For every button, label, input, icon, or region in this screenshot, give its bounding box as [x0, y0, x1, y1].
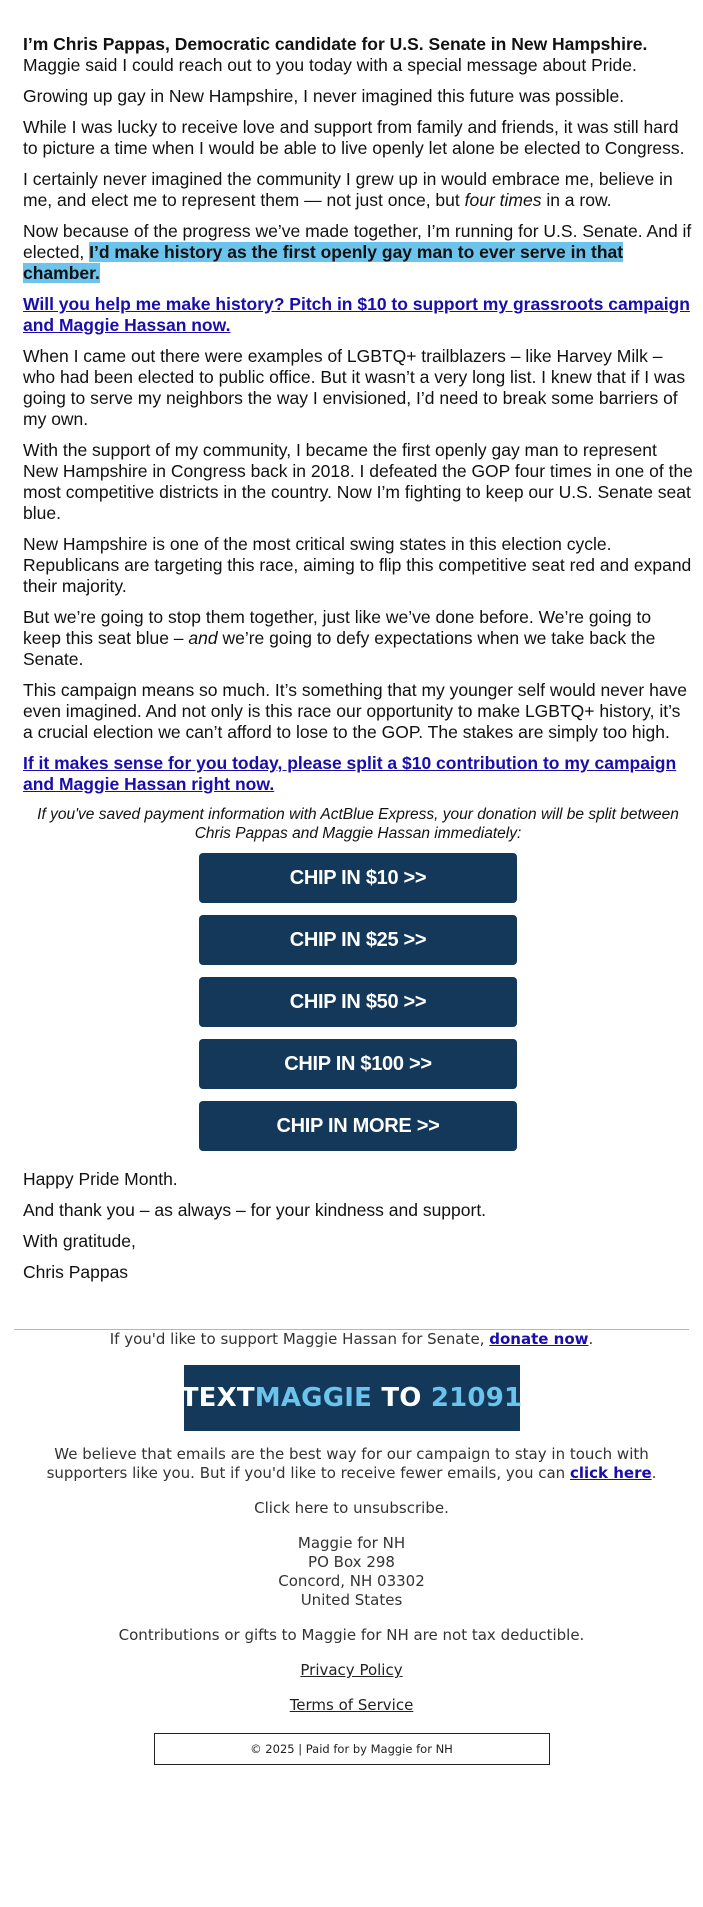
actblue-note: If you've saved payment information with ActBlue Express, your donation will be split between Chris Pappas and Maggie Hassan immediately: [37, 806, 679, 842]
chip-in-100-button[interactable]: CHIP IN $100 >> [199, 1039, 517, 1089]
signoff-name: Chris Pappas [23, 1262, 129, 1282]
donate-link-split-contribution[interactable]: If it makes sense for you today, please split a $10 contribution to my campaign and Maggie Hassan right now. [23, 753, 677, 794]
paragraph-swing-state: New Hampshire is one of the most critical swing states in this election cycle. Republicans are targeting this race, aiming to flip this competitive seat red and expand their majority. [23, 534, 692, 596]
chip-in-50-button[interactable]: CHIP IN $50 >> [199, 977, 517, 1027]
signoff [23, 1169, 693, 1283]
paragraph-lucky: While I was lucky to receive love and support from family and friends, it was still hard to picture a time when I would be able to live openly let alone be elected to Congress. [23, 117, 685, 158]
banner-name: MAGGIE [254, 1382, 373, 1413]
paragraph-campaign: This campaign means so much. It’s something that my younger self would never have even imagined. And not only is this race our opportunity to make LGBTQ+ history, it’s a crucial election we can’t afford to lose to the GOP. The stakes are simply too high. [23, 680, 688, 742]
paragraph-support: With the support of my community, I became the first openly gay man to represent New Hampshire in Congress back in 2018. I defeated the GOP four times in one of the most competitive districts in the country. Now I’m fighting to keep our U.S. Senate seat blue. [23, 440, 693, 523]
signoff-thanks: And thank you – as always – for your kindness and support. [23, 1200, 487, 1220]
unsubscribe-link[interactable]: Click here to unsubscribe. [254, 1499, 449, 1517]
address-line-1: Maggie for NH [297, 1534, 406, 1552]
privacy-policy-link[interactable]: Privacy Policy [300, 1661, 403, 1679]
text-maggie-banner[interactable] [180, 1365, 523, 1431]
community-text-a: I certainly never imagined the community I grew up in would embrace me, believe in me, and elect me to represent them — not just once, but [23, 169, 673, 210]
intro-paragraph [23, 34, 693, 76]
paragraph-came-out: When I came out there were examples of LGBTQ+ trailblazers – like Harvey Milk – who had been elected to public office. But it wasn’t a very long list. I knew that if I was going to serve my neighbors the way I envisioned, I’d need to break some barriers of my own. [23, 346, 686, 429]
intro-heading: I’m Chris Pappas, Democratic candidate for U.S. Senate in New Hampshire. [23, 34, 648, 54]
support-period: . [588, 1330, 594, 1348]
paragraph-progress [23, 221, 693, 284]
paragraph-growing-up: Growing up gay in New Hampshire, I never imagined this future was possible. [23, 86, 625, 106]
terms-of-service-link[interactable]: Terms of Service [289, 1696, 414, 1714]
signoff-gratitude: With gratitude, [23, 1231, 136, 1251]
fewer-emails-period: . [651, 1464, 657, 1482]
fewer-emails-link[interactable]: click here [569, 1464, 652, 1482]
fewer-emails-text: We believe that emails are the best way for our campaign to stay in touch with supporters like you. But if you'd like to receive fewer emails, you can [46, 1445, 649, 1482]
paragraph-community [23, 169, 693, 211]
address-line-2: PO Box 298 [308, 1553, 395, 1571]
tax-note: Contributions or gifts to Maggie for NH are not tax deductible. [118, 1626, 585, 1644]
chip-in-25-button[interactable]: CHIP IN $25 >> [199, 915, 517, 965]
donation-buttons [23, 853, 693, 1163]
chip-in-10-button[interactable]: CHIP IN $10 >> [199, 853, 517, 903]
chip-in-more-button[interactable]: CHIP IN MORE >> [199, 1101, 517, 1151]
support-maggie-line [12, 1330, 691, 1349]
copyright-box: © 2025 | Paid for by Maggie for NH [154, 1733, 550, 1765]
progress-text: Now because of the progress we’ve made together, I’m running for U.S. Senate. And if elected, [23, 221, 692, 262]
address-line-4: United States [300, 1591, 403, 1609]
banner-to: TO [372, 1382, 431, 1413]
community-text-b: in a row. [541, 190, 612, 210]
paragraph-stop-them [23, 607, 693, 670]
donate-link-make-history[interactable]: Will you help me make history? Pitch in $10 to support my grassroots campaign and Maggie Hassan now. [23, 294, 690, 335]
address-line-3: Concord, NH 03302 [278, 1572, 425, 1590]
signoff-pride: Happy Pride Month. [23, 1169, 178, 1189]
highlighted-statement: I’d make history as the first openly gay man to ever serve in that chamber. [23, 242, 624, 283]
support-text: If you'd like to support Maggie Hassan for Senate, [109, 1330, 490, 1348]
email-footer [0, 1330, 703, 1765]
banner-text: TEXT [180, 1382, 255, 1413]
mailing-address [12, 1534, 691, 1610]
community-emphasis: four times [464, 190, 542, 210]
intro-text: Maggie said I could reach out to you today with a special message about Pride. [23, 55, 637, 75]
fewer-emails-line [12, 1445, 691, 1483]
stop-text-a: But we’re going to stop them together, just like we’ve done before. We’re going to keep this seat blue – [23, 607, 652, 648]
stop-emphasis: and [188, 628, 218, 648]
donate-now-link[interactable]: donate now [489, 1330, 589, 1348]
stop-text-b: we’re going to defy expectations when we take back the Senate. [23, 628, 656, 669]
banner-number: 21091 [430, 1382, 523, 1413]
